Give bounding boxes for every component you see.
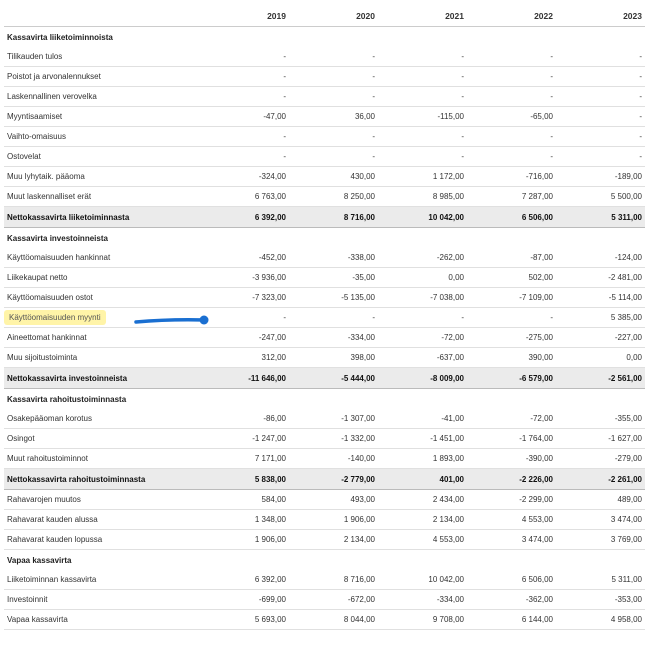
value-cell: 2 134,00 — [378, 510, 467, 530]
row-label: Ostovelat — [4, 147, 200, 167]
value-cell: 9 708,00 — [378, 610, 467, 630]
year-header: 2022 — [467, 6, 556, 27]
value-cell: -452,00 — [200, 248, 289, 268]
table-row — [4, 107, 645, 127]
row-label: Kassavirta investoinneista — [7, 233, 108, 243]
value-cell: - — [378, 308, 467, 328]
value-cell: - — [378, 87, 467, 107]
row-label: Nettokassavirta liiketoiminnasta — [4, 207, 200, 228]
row-label: Nettokassavirta rahoitustoiminnasta — [4, 469, 200, 490]
value-cell: -11 646,00 — [200, 368, 289, 389]
row-label: Osakepääoman korotus — [4, 409, 200, 429]
row-label: Liiketoiminnan kassavirta — [4, 570, 200, 590]
value-cell: -716,00 — [467, 167, 556, 187]
row-label: Osingot — [4, 429, 200, 449]
value-cell: -7 038,00 — [378, 288, 467, 308]
value-cell: 10 042,00 — [378, 207, 467, 228]
value-cell: 7 287,00 — [467, 187, 556, 207]
value-cell: -672,00 — [289, 590, 378, 610]
table-row — [4, 67, 645, 87]
value-cell: - — [556, 107, 645, 127]
row-label: Vapaa kassavirta — [7, 555, 72, 565]
value-cell: -7 323,00 — [200, 288, 289, 308]
row-label: Poistot ja arvonalennukset — [4, 67, 200, 87]
value-cell: - — [200, 47, 289, 67]
value-cell: - — [378, 147, 467, 167]
table-row — [4, 248, 645, 268]
value-cell: - — [467, 47, 556, 67]
value-cell: 1 348,00 — [200, 510, 289, 530]
value-cell: 1 906,00 — [200, 530, 289, 550]
section-row — [4, 228, 645, 249]
table-row — [4, 590, 645, 610]
table-row — [4, 610, 645, 630]
value-cell: - — [556, 87, 645, 107]
value-cell: 312,00 — [200, 348, 289, 368]
value-cell: -140,00 — [289, 449, 378, 469]
value-cell: - — [556, 67, 645, 87]
value-cell: - — [467, 147, 556, 167]
value-cell: -355,00 — [556, 409, 645, 429]
value-cell: -8 009,00 — [378, 368, 467, 389]
row-label: Käyttöomaisuuden hankinnat — [4, 248, 200, 268]
table-row — [4, 510, 645, 530]
value-cell: -2 779,00 — [289, 469, 378, 490]
value-cell: - — [289, 67, 378, 87]
row-label: Tilikauden tulos — [4, 47, 200, 67]
value-cell: -262,00 — [378, 248, 467, 268]
value-cell: - — [200, 87, 289, 107]
value-cell: -115,00 — [378, 107, 467, 127]
table-row — [4, 570, 645, 590]
year-header: 2021 — [378, 6, 467, 27]
value-cell: - — [289, 147, 378, 167]
row-label: Liikekaupat netto — [4, 268, 200, 288]
value-cell: - — [556, 127, 645, 147]
value-cell: -6 579,00 — [467, 368, 556, 389]
value-cell: 5 385,00 — [556, 308, 645, 328]
value-cell: - — [200, 147, 289, 167]
value-cell: 584,00 — [200, 490, 289, 510]
value-cell: 398,00 — [289, 348, 378, 368]
value-cell: 8 716,00 — [289, 207, 378, 228]
table-row — [4, 288, 645, 308]
row-label: Myyntisaamiset — [4, 107, 200, 127]
table-row — [4, 348, 645, 368]
value-cell: -124,00 — [556, 248, 645, 268]
value-cell: -47,00 — [200, 107, 289, 127]
row-label: Muut laskennalliset erät — [4, 187, 200, 207]
row-label: Muut rahoitustoiminnot — [4, 449, 200, 469]
value-cell: 6 506,00 — [467, 207, 556, 228]
value-cell: -1 307,00 — [289, 409, 378, 429]
table-row — [4, 268, 645, 288]
value-cell: 5 693,00 — [200, 610, 289, 630]
row-label: Muu sijoitustoiminta — [4, 348, 200, 368]
value-cell: - — [200, 67, 289, 87]
value-cell: -699,00 — [200, 590, 289, 610]
total-row — [4, 207, 645, 228]
value-cell: 8 250,00 — [289, 187, 378, 207]
value-cell: -72,00 — [378, 328, 467, 348]
table-row — [4, 449, 645, 469]
value-cell: - — [200, 308, 289, 328]
value-cell: - — [467, 67, 556, 87]
value-cell: 489,00 — [556, 490, 645, 510]
row-label: Vaihto-omaisuus — [4, 127, 200, 147]
value-cell: - — [467, 87, 556, 107]
value-cell: 4 553,00 — [378, 530, 467, 550]
year-header: 2019 — [200, 6, 289, 27]
value-cell: - — [378, 67, 467, 87]
value-cell: -86,00 — [200, 409, 289, 429]
total-row — [4, 368, 645, 389]
value-cell: - — [467, 127, 556, 147]
value-cell: -362,00 — [467, 590, 556, 610]
value-cell: 4 958,00 — [556, 610, 645, 630]
value-cell: -2 261,00 — [556, 469, 645, 490]
table-row — [4, 127, 645, 147]
row-label: Käyttöomaisuuden ostot — [4, 288, 200, 308]
value-cell: 10 042,00 — [378, 570, 467, 590]
value-cell: -5 114,00 — [556, 288, 645, 308]
value-cell: 5 838,00 — [200, 469, 289, 490]
table-row — [4, 147, 645, 167]
row-label: Investoinnit — [4, 590, 200, 610]
value-cell: 5 311,00 — [556, 570, 645, 590]
cash-flow-table — [4, 6, 645, 630]
value-cell: 0,00 — [556, 348, 645, 368]
value-cell: -353,00 — [556, 590, 645, 610]
value-cell: 0,00 — [378, 268, 467, 288]
value-cell: -2 226,00 — [467, 469, 556, 490]
value-cell: 5 311,00 — [556, 207, 645, 228]
row-label: Rahavarat kauden alussa — [4, 510, 200, 530]
value-cell: 6 763,00 — [200, 187, 289, 207]
highlighted-row — [4, 308, 645, 328]
table-row — [4, 328, 645, 348]
row-label: Aineettomat hankinnat — [4, 328, 200, 348]
value-cell: 401,00 — [378, 469, 467, 490]
value-cell: 390,00 — [467, 348, 556, 368]
value-cell: -65,00 — [467, 107, 556, 127]
value-cell: 36,00 — [289, 107, 378, 127]
value-cell: -1 764,00 — [467, 429, 556, 449]
row-label — [4, 308, 200, 328]
value-cell: 4 553,00 — [467, 510, 556, 530]
value-cell: 6 392,00 — [200, 570, 289, 590]
value-cell: -5 444,00 — [289, 368, 378, 389]
table-row — [4, 409, 645, 429]
value-cell: -334,00 — [378, 590, 467, 610]
value-cell: 3 474,00 — [556, 510, 645, 530]
value-cell: -324,00 — [200, 167, 289, 187]
table-row — [4, 490, 645, 510]
value-cell: -637,00 — [378, 348, 467, 368]
value-cell: -5 135,00 — [289, 288, 378, 308]
total-row — [4, 469, 645, 490]
row-label: Kassavirta rahoitustoiminnasta — [7, 394, 127, 404]
value-cell: -1 451,00 — [378, 429, 467, 449]
value-cell: -1 627,00 — [556, 429, 645, 449]
value-cell: 8 044,00 — [289, 610, 378, 630]
row-label: Laskennallinen verovelka — [4, 87, 200, 107]
section-row — [4, 550, 645, 571]
value-cell: 5 500,00 — [556, 187, 645, 207]
value-cell: - — [556, 47, 645, 67]
value-cell: -275,00 — [467, 328, 556, 348]
header-row — [4, 6, 645, 27]
row-label: Rahavarat kauden lopussa — [4, 530, 200, 550]
value-cell: -390,00 — [467, 449, 556, 469]
value-cell: 6 506,00 — [467, 570, 556, 590]
value-cell: 3 769,00 — [556, 530, 645, 550]
table-row — [4, 167, 645, 187]
value-cell: -72,00 — [467, 409, 556, 429]
value-cell: -227,00 — [556, 328, 645, 348]
value-cell: 8 985,00 — [378, 187, 467, 207]
row-label: Kassavirta liiketoiminnoista — [7, 32, 113, 42]
value-cell: 1 172,00 — [378, 167, 467, 187]
value-cell: -7 109,00 — [467, 288, 556, 308]
table-row — [4, 87, 645, 107]
section-row — [4, 389, 645, 410]
table-row — [4, 429, 645, 449]
header-label-cell — [4, 6, 200, 27]
value-cell: -2 561,00 — [556, 368, 645, 389]
value-cell: -1 247,00 — [200, 429, 289, 449]
value-cell: -87,00 — [467, 248, 556, 268]
value-cell: 8 716,00 — [289, 570, 378, 590]
value-cell: - — [289, 47, 378, 67]
value-cell: - — [378, 47, 467, 67]
year-header: 2020 — [289, 6, 378, 27]
value-cell: -35,00 — [289, 268, 378, 288]
year-header: 2023 — [556, 6, 645, 27]
table-row — [4, 187, 645, 207]
value-cell: 6 144,00 — [467, 610, 556, 630]
value-cell: - — [289, 87, 378, 107]
value-cell: - — [289, 127, 378, 147]
value-cell: - — [467, 308, 556, 328]
value-cell: - — [556, 147, 645, 167]
section-row — [4, 27, 645, 48]
value-cell: -279,00 — [556, 449, 645, 469]
table-row — [4, 47, 645, 67]
value-cell: - — [289, 308, 378, 328]
value-cell: -189,00 — [556, 167, 645, 187]
value-cell: 6 392,00 — [200, 207, 289, 228]
value-cell: -2 299,00 — [467, 490, 556, 510]
table-row — [4, 530, 645, 550]
row-label: Nettokassavirta investoinneista — [4, 368, 200, 389]
row-label: Muu lyhytaik. pääoma — [4, 167, 200, 187]
highlighted-label: Käyttöomaisuuden myynti — [4, 310, 106, 325]
value-cell: 2 434,00 — [378, 490, 467, 510]
value-cell: 430,00 — [289, 167, 378, 187]
value-cell: -247,00 — [200, 328, 289, 348]
value-cell: -1 332,00 — [289, 429, 378, 449]
value-cell: 7 171,00 — [200, 449, 289, 469]
value-cell: -2 481,00 — [556, 268, 645, 288]
value-cell: 2 134,00 — [289, 530, 378, 550]
value-cell: -3 936,00 — [200, 268, 289, 288]
row-label: Rahavarojen muutos — [4, 490, 200, 510]
value-cell: 502,00 — [467, 268, 556, 288]
value-cell: 3 474,00 — [467, 530, 556, 550]
value-cell: -334,00 — [289, 328, 378, 348]
value-cell: -41,00 — [378, 409, 467, 429]
row-label: Vapaa kassavirta — [4, 610, 200, 630]
value-cell: 493,00 — [289, 490, 378, 510]
value-cell: - — [378, 127, 467, 147]
value-cell: 1 893,00 — [378, 449, 467, 469]
value-cell: -338,00 — [289, 248, 378, 268]
value-cell: 1 906,00 — [289, 510, 378, 530]
value-cell: - — [200, 127, 289, 147]
